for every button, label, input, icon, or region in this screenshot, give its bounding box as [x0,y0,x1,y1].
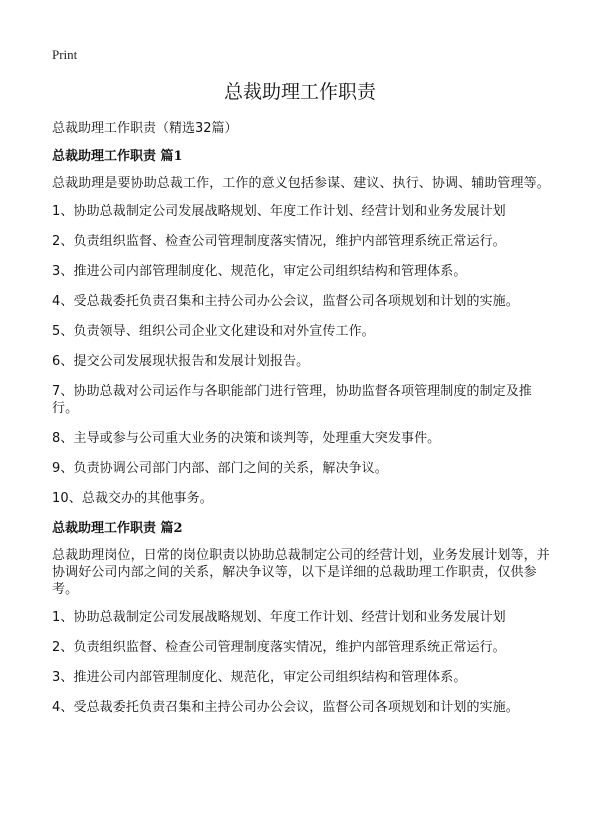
section-2 [52,520,552,716]
print-label: Print [52,47,78,62]
list-item: 2、负责组织监督、检查公司管理制度落实情况，维护内部管理系统正常运行。 [52,640,506,655]
list-item: 10、总裁交办的其他事务。 [52,491,213,506]
list-item: 7、协助总裁对公司运作与各职能部门进行管理，协助监督各项管理制度的制定及推行。 [52,384,532,416]
list-item: 8、主导或参与公司重大业务的决策和谈判等，处理重大突发事件。 [52,431,441,446]
section-heading: 总裁助理工作职责 篇1 [52,149,183,164]
list-item: 1、协助总裁制定公司发展战略规划、年度工作计划、经营计划和业务发展计划 [52,204,506,219]
section-heading: 总裁助理工作职责 篇2 [52,521,183,536]
list-item: 2、负责组织监督、检查公司管理制度落实情况，维护内部管理系统正常运行。 [52,234,506,249]
list-item: 5、负责领导、组织公司企业文化建设和对外宣传工作。 [52,324,375,339]
document-body [52,120,552,729]
list-item: 4、受总裁委托负责召集和主持公司办公会议，监督公司各项规划和计划的实施。 [52,294,519,309]
list-item: 4、受总裁委托负责召集和主持公司办公会议，监督公司各项规划和计划的实施。 [52,700,519,715]
section-1 [52,148,552,507]
section-intro: 总裁助理是要协助总裁工作，工作的意义包括参谋、建议、执行、协调、辅助管理等。 [52,176,550,191]
list-item: 1、协助总裁制定公司发展战略规划、年度工作计划、经营计划和业务发展计划 [52,610,506,625]
list-item: 3、推进公司内部管理制度化、规范化，审定公司组织结构和管理体系。 [52,670,467,685]
document-title: 总裁助理工作职责 [223,81,376,103]
list-item: 9、负责协调公司部门内部、部门之间的关系，解决争议。 [52,461,388,476]
document-subtitle: 总裁助理工作职责（精选32篇） [52,121,238,136]
list-item: 6、提交公司发展现状报告和发展计划报告。 [52,354,310,369]
list-item: 3、推进公司内部管理制度化、规范化，审定公司组织结构和管理体系。 [52,264,467,279]
section-intro: 总裁助理岗位，日常的岗位职责以协助总裁制定公司的经营计划，业务发展计划等，并协调好公司内部之间的关系，解决争议等，以下是详细的总裁助理工作职责，仅供参考。 [52,548,550,597]
